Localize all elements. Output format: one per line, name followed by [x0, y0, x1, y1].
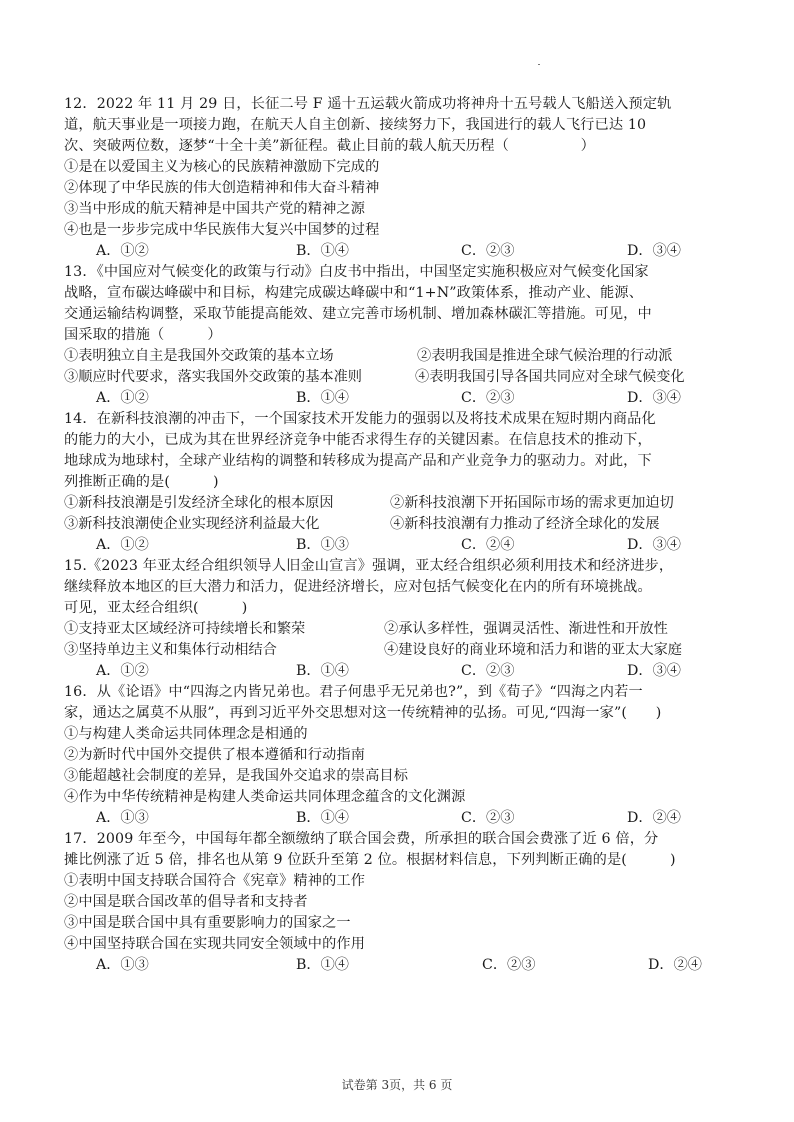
- statement-item: ③新科技浪潮使企业实现经济利益最大化: [64, 516, 320, 532]
- question-stem-line: 道，航天事业是一项接力跑，在航天人自主创新、接续努力下，我国进行的载人飞行已达 10: [64, 117, 647, 133]
- statement-pair: [64, 640, 730, 661]
- option-a: A．①③: [96, 810, 149, 826]
- option-a: A．①②: [96, 663, 149, 679]
- exam-content: [64, 94, 730, 976]
- answer-options: [64, 388, 730, 409]
- statement-item: ④新科技浪潮有力推动了经济全球化的发展: [390, 516, 660, 532]
- question-stem-line: 16．从《论语》中“四海之内皆兄弟也。君子何患乎无兄弟也?”，到《荀子》“四海之内若一: [64, 684, 643, 700]
- option-d: D．③④: [627, 390, 681, 406]
- option-a: A．①②: [96, 390, 149, 406]
- statement-item: ②中国是联合国改革的倡导者和支持者: [64, 894, 308, 910]
- option-c: C．②③: [461, 390, 515, 406]
- statement-item: ③中国是联合国中具有重要影响力的国家之一: [64, 915, 351, 931]
- statement-pair: [64, 346, 730, 367]
- statement-item: ③能超越社会制度的差异，是我国外交追求的崇高目标: [64, 768, 409, 784]
- question-stem-line: 次、突破两位数，逐梦“十全十美”新征程。截止目前的载人航天历程（ ）: [64, 138, 595, 154]
- question-17: [64, 829, 730, 976]
- statement-item: ②新科技浪潮下开拓国际市场的需求更加迫切: [390, 495, 674, 511]
- statement-item: ①支持亚太区域经济可持续增长和繁荣: [64, 621, 306, 637]
- question-stem-line: 交通运输结构调整，采取节能提高能效、建立完善市场机制、增加森林碳汇等措施。可见，中: [64, 306, 652, 322]
- statement-item: ②体现了中华民族的伟大创造精神和伟大奋斗精神: [64, 180, 380, 196]
- option-b: B．①④: [296, 957, 349, 973]
- statement-item: ①是在以爱国主义为核心的民族精神激励下完成的: [64, 159, 380, 175]
- option-d: D．③④: [627, 243, 681, 259]
- scan-dot: [538, 64, 540, 65]
- question-stem-line: 可见，亚太经合组织( ): [64, 600, 248, 616]
- option-c: C．②③: [461, 243, 515, 259]
- question-stem-line: 的能力的大小，已成为其在世界经济竞争中能否求得生存的关键因素。在信息技术的推动下，: [64, 432, 652, 448]
- option-b: B．①④: [296, 243, 349, 259]
- question-stem-line: 17．2009 年至今，中国每年都全额缴纳了联合国会费，所承担的联合国会费涨了近 6 倍，分: [64, 831, 659, 847]
- statement-pair: [64, 367, 730, 388]
- statement-pair: [64, 493, 730, 514]
- statement-item: ②表明我国是推进全球气候治理的行动派: [417, 348, 673, 364]
- answer-options: [64, 241, 730, 262]
- option-c: C．②③: [482, 957, 536, 973]
- question-stem-line: 摊比例涨了近 5 倍，排名也从第 9 位跃升至第 2 位。根据材料信息，下列判断正确的是( ): [64, 852, 676, 868]
- option-b: B．①④: [296, 663, 349, 679]
- statement-item: ④中国坚持联合国在实现共同安全领域中的作用: [64, 936, 366, 952]
- statement-item: ④表明我国引导各国共同应对全球气候变化: [415, 369, 685, 385]
- option-a: A．①②: [96, 243, 149, 259]
- statement-item: ②承认多样性，强调灵活性、渐进性和开放性: [384, 621, 668, 637]
- answer-options: [64, 661, 730, 682]
- answer-options: [64, 535, 730, 556]
- statement-item: ④也是一步步完成中华民族伟大复兴中国梦的过程: [64, 222, 380, 238]
- statement-item: ④作为中华传统精神是构建人类命运共同体理念蕴含的文化渊源: [64, 789, 466, 805]
- option-d: D．②④: [648, 957, 702, 973]
- option-d: D．③④: [627, 537, 681, 553]
- statement-pair: [64, 514, 730, 535]
- question-15: [64, 556, 730, 682]
- option-c: C．②③: [461, 810, 515, 826]
- question-stem-line: 15.《2023 年亚太经合组织领导人旧金山宣言》强调，亚太经合组织必须利用技术和经济进步，: [64, 558, 674, 574]
- statement-item: ③顺应时代要求，落实我国外交政策的基本准则: [64, 369, 362, 385]
- option-b: B．①④: [296, 390, 349, 406]
- option-a: A．①②: [96, 537, 149, 553]
- statement-item: ①新科技浪潮是引发经济全球化的根本原因: [64, 495, 334, 511]
- question-stem-line: 12．2022 年 11 月 29 日，长征二号 F 遥十五运载火箭成功将神舟十五号载人飞船送入预定轨: [64, 96, 672, 112]
- answer-options: [64, 955, 730, 976]
- question-16: [64, 682, 730, 829]
- question-stem-line: 国采取的措施（ ）: [64, 327, 222, 343]
- question-stem-line: 地球成为地球村，全球产业结构的调整和转移成为提高产品和产业竞争力的驱动力。对此，下: [64, 453, 652, 469]
- option-c: C．②④: [461, 537, 515, 553]
- question-12: [64, 94, 730, 262]
- option-b: B．①③: [296, 537, 349, 553]
- option-d: D．③④: [627, 663, 681, 679]
- statement-item: ③当中形成的航天精神是中国共产党的精神之源: [64, 201, 366, 217]
- question-14: [64, 409, 730, 556]
- answer-options: [64, 808, 730, 829]
- question-stem-line: 继续释放本地区的巨大潜力和活力，促进经济增长，应对包括气候变化在内的所有环境挑战。: [64, 579, 652, 595]
- question-13: [64, 262, 730, 409]
- question-stem-line: 列推断正确的是( ): [64, 474, 219, 490]
- question-stem-line: 战略，宣布碳达峰碳中和目标，构建完成碳达峰碳中和“1+N”政策体系，推动产业、能源、: [64, 285, 644, 301]
- question-stem-line: 家，通达之属莫不从服”，再到习近平外交思想对这一传统精神的弘扬。可见,“四海一家”( ): [64, 705, 662, 721]
- question-stem-line: 13．《中国应对气候变化的政策与行动》白皮书中指出，中国坚定实施积极应对气候变化国家: [64, 264, 649, 280]
- statement-item: ①表明中国支持联合国符合《宪章》精神的工作: [64, 873, 366, 889]
- statement-item: ①表明独立自主是我国外交政策的基本立场: [64, 348, 334, 364]
- statement-item: ④建设良好的商业环境和活力和谐的亚太大家庭: [384, 642, 682, 658]
- statement-item: ②为新时代中国外交提供了根本遵循和行动指南: [64, 747, 366, 763]
- page-footer: 试卷第 3页，共 6 页: [341, 1078, 453, 1092]
- option-a: A．①③: [96, 957, 149, 973]
- statement-item: ③坚持单边主义和集体行动相结合: [64, 642, 277, 658]
- option-b: B．①④: [296, 810, 349, 826]
- option-c: C．②③: [461, 663, 515, 679]
- question-stem-line: 14．在新科技浪潮的冲击下，一个国家技术开发能力的强弱以及将技术成果在短时期内商品化: [64, 411, 656, 427]
- statement-pair: [64, 619, 730, 640]
- option-d: D．②④: [627, 810, 681, 826]
- statement-item: ①与构建人类命运共同体理念是相通的: [64, 726, 308, 742]
